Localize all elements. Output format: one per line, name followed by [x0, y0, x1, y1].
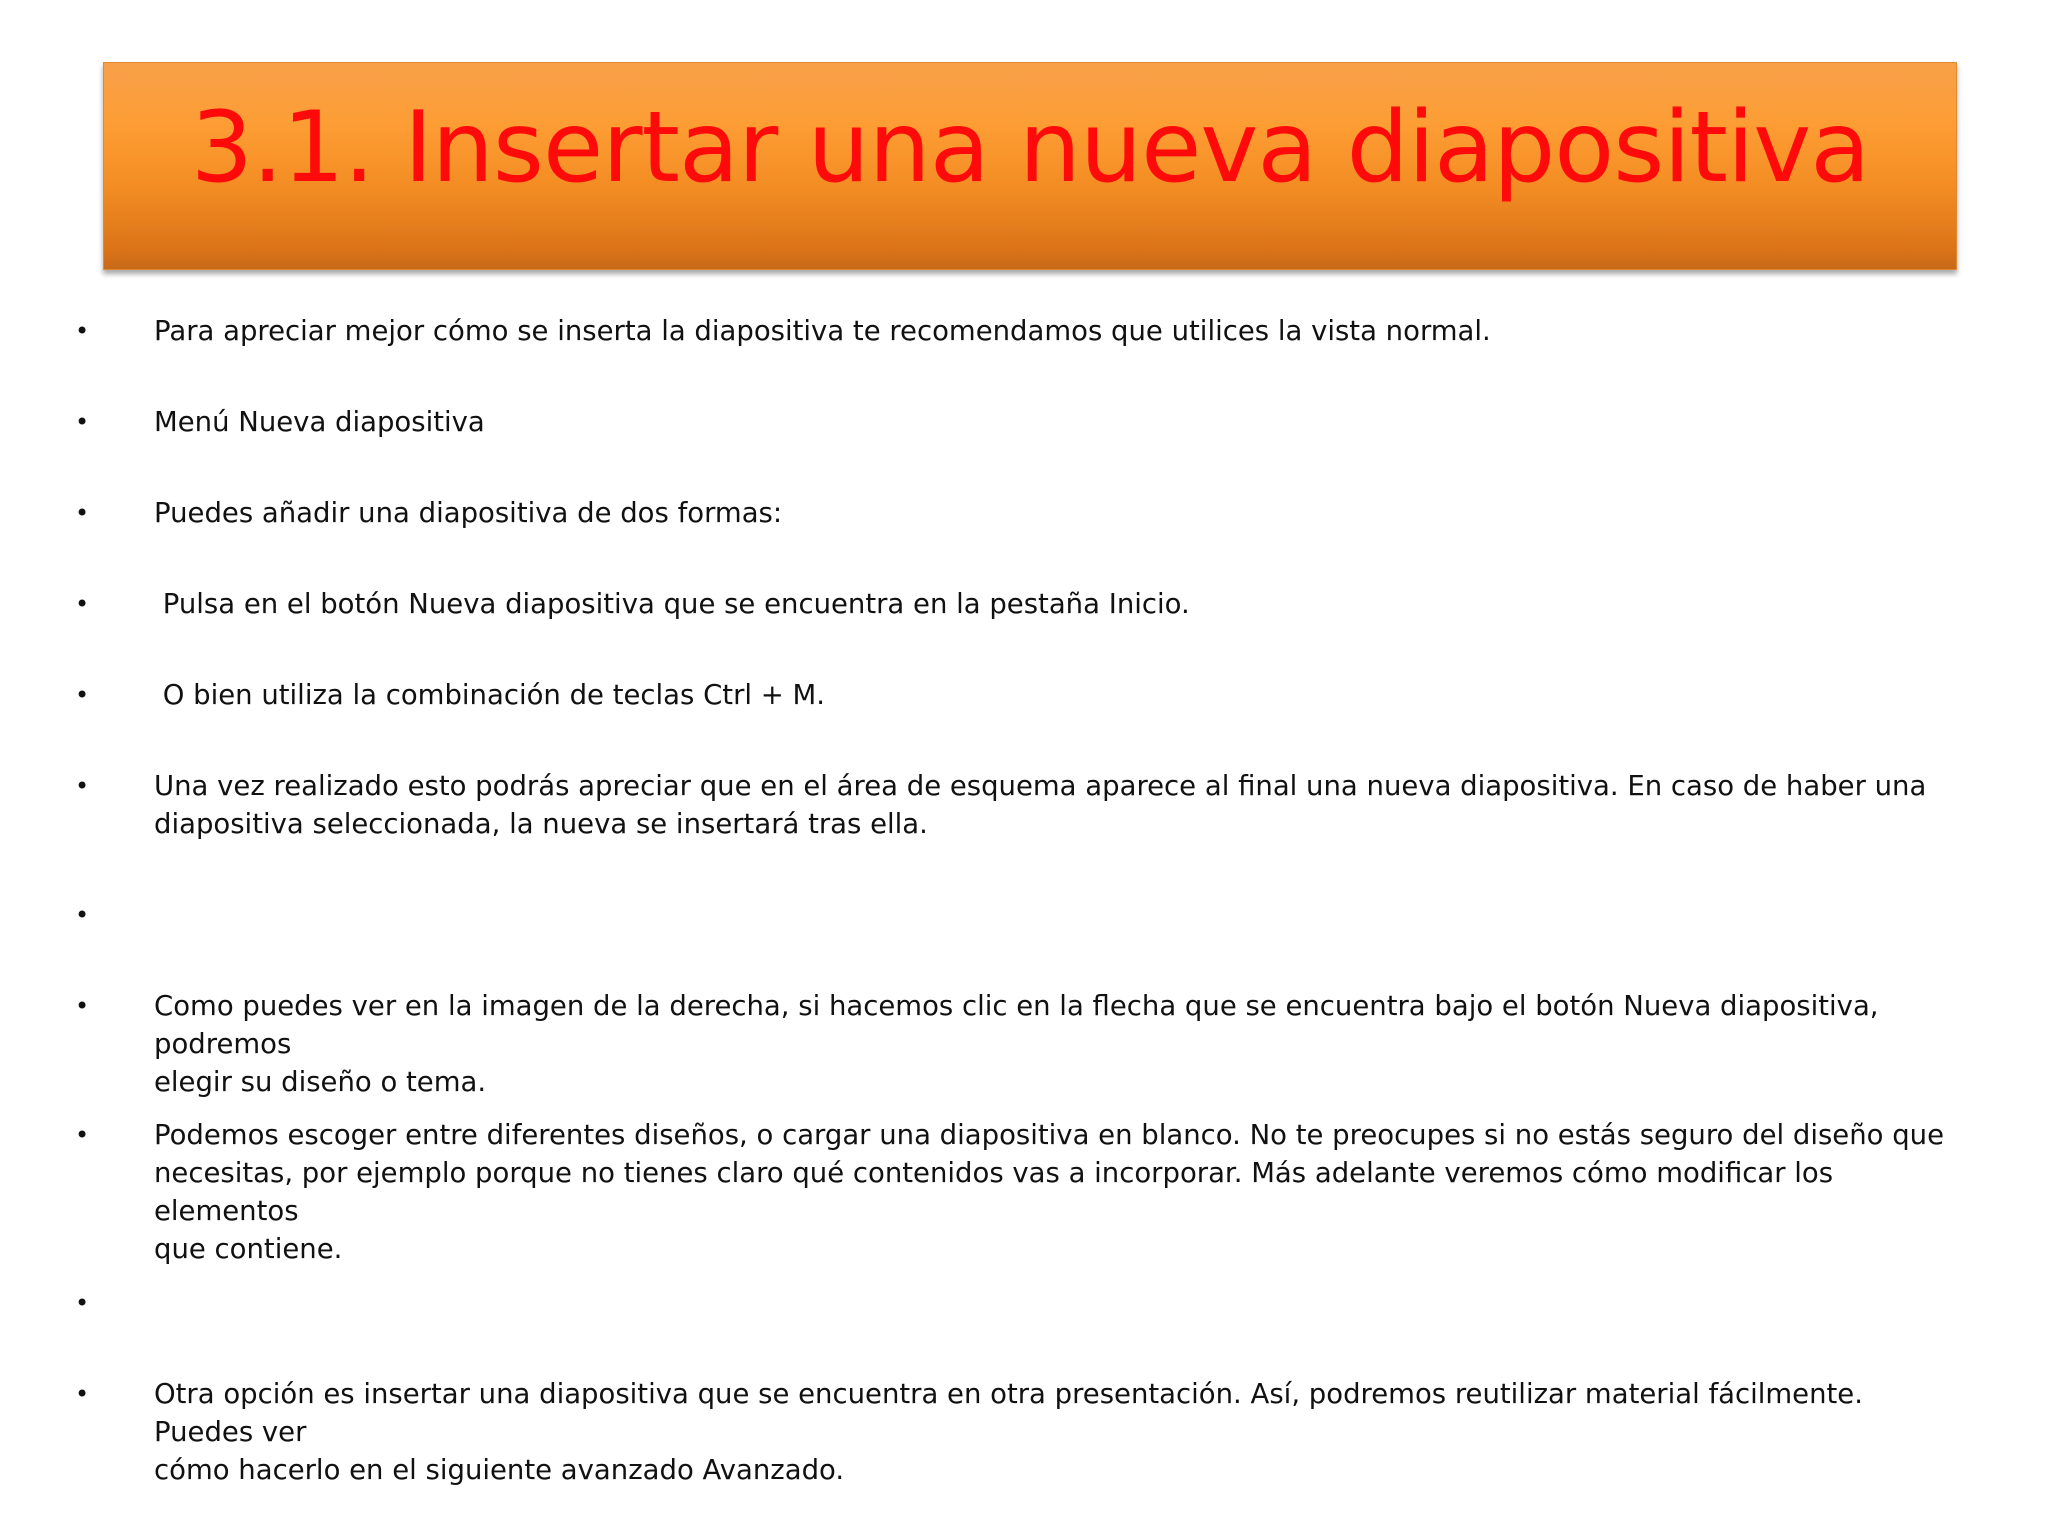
bullet-icon: • — [75, 1289, 90, 1317]
bullet-icon: • — [75, 408, 90, 436]
slide-title: 3.1. Insertar una nueva diapositiva — [190, 91, 1870, 205]
bullet-text: Menú Nueva diapositiva — [154, 406, 485, 438]
bullet-text: O bien utiliza la combinación de teclas Ctrl + M. — [154, 679, 826, 711]
bullet-icon: • — [75, 1121, 90, 1149]
bullet-icon: • — [75, 681, 90, 709]
bullet-icon: • — [75, 590, 90, 618]
bullet-text: Podemos escoger entre diferentes diseños, o cargar una diapositiva en blanco. No te preocupes si no estás seguro del diseño que necesitas, por ejemplo porque no tienes claro qué contenidos vas a incorporar. Más adelante veremos cómo modificar los elementos que contiene. — [154, 1119, 1945, 1265]
bullet-icon: • — [75, 772, 90, 800]
bullet-text: Pulsa en el botón Nueva diapositiva que se encuentra en la pestaña Inicio. — [154, 588, 1190, 620]
title-banner — [103, 62, 1957, 270]
bullet-text: Como puedes ver en la imagen de la derecha, si hacemos clic en la flecha que se encuentra bajo el botón Nueva diapositiva, podremos elegir su diseño o tema. — [154, 990, 1879, 1098]
bullet-icon: • — [75, 499, 90, 527]
bullet-icon: • — [75, 992, 90, 1020]
bullet-text: Otra opción es insertar una diapositiva que se encuentra en otra presentación. Así, podremos reutilizar material fácilmente. Puedes ver cómo hacerlo en el siguiente avanzado Avanzado. — [154, 1378, 1863, 1486]
bullet-icon: • — [75, 901, 90, 929]
bullet-icon: • — [75, 317, 90, 345]
bullet-text: Para apreciar mejor cómo se inserta la diapositiva te recomendamos que utilices la vista normal. — [154, 315, 1491, 347]
bullet-text: Una vez realizado esto podrás apreciar que en el área de esquema aparece al final una nueva diapositiva. En caso de haber una diapositiva seleccionada, la nueva se insertará tras ella. — [154, 770, 1927, 840]
bullet-text: Puedes añadir una diapositiva de dos formas: — [154, 497, 783, 529]
bullet-icon: • — [75, 1380, 90, 1408]
